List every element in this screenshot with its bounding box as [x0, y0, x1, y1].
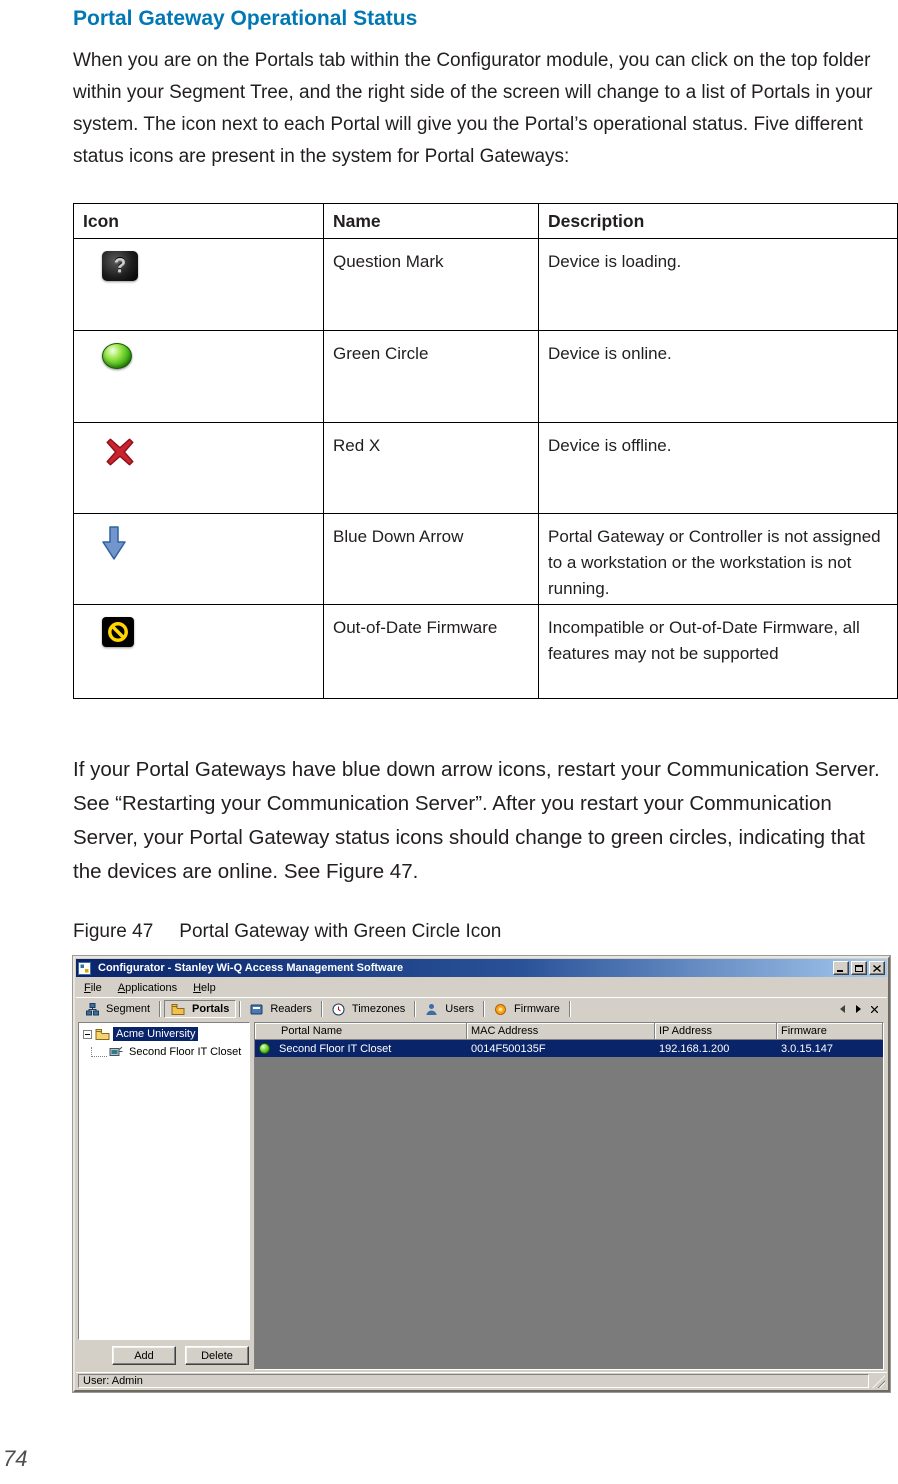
maximize-button[interactable]: [851, 961, 867, 975]
tree-item-label: Second Floor IT Closet: [129, 1046, 242, 1058]
toolbar-separator: [321, 1001, 323, 1017]
users-icon: [425, 1003, 438, 1016]
window-titlebar[interactable]: [76, 959, 887, 977]
segment-icon: [86, 1003, 99, 1016]
blue-down-arrow-icon: [102, 526, 126, 568]
firmware-value: 3.0.15.147: [781, 1042, 833, 1055]
status-description: Incompatible or Out-of-Date Firmware, all features may not be supported: [539, 605, 898, 699]
question-mark-icon: [102, 251, 138, 281]
green-circle-icon: [102, 343, 132, 369]
minimize-button[interactable]: [833, 961, 849, 975]
portals-icon: [171, 1003, 185, 1015]
tab-readers[interactable]: [244, 1001, 318, 1018]
toolbar-separator: [159, 1001, 161, 1017]
readers-icon: [250, 1003, 263, 1016]
timezones-icon: [332, 1003, 345, 1016]
tab-segment[interactable]: [80, 1001, 156, 1018]
tree-item-acme-university[interactable]: [79, 1026, 249, 1042]
table-header-row: [74, 204, 898, 239]
status-description: Portal Gateway or Controller is not assigned to a workstation or the workstation is not running.: [539, 514, 898, 605]
status-name: Blue Down Arrow: [324, 514, 539, 605]
tab-label: Firmware: [514, 1003, 560, 1015]
page-title: Portal Gateway Operational Status: [73, 7, 418, 30]
app-icon: [78, 962, 91, 975]
figure-label: Figure 47: [73, 921, 154, 942]
tab-close-button[interactable]: [868, 1003, 881, 1016]
table-row: [74, 514, 898, 605]
out-of-date-firmware-icon: [102, 617, 134, 647]
configurator-window: [73, 956, 890, 1392]
col-portal-name[interactable]: Portal Name: [255, 1023, 467, 1040]
tab-label: Portals: [192, 1003, 230, 1015]
online-status-icon: [259, 1043, 270, 1054]
table-row: [74, 331, 898, 423]
table-row: [74, 239, 898, 331]
module-toolbar: [76, 997, 887, 1020]
menu-applications[interactable]: Applications: [117, 981, 178, 994]
tree-collapse-icon[interactable]: [83, 1030, 92, 1039]
window-title: Configurator - Stanley Wi-Q Access Management Software: [98, 962, 404, 974]
ip-address-value: 192.168.1.200: [659, 1042, 730, 1055]
status-description: Device is loading.: [539, 239, 898, 331]
red-x-icon: [102, 435, 138, 477]
after-table-paragraph: If your Portal Gateways have blue down arrow icons, restart your Communication Server. See “Restarting your Communication Server”. After you restart your Communication Server, your Portal Gateway status icons should change to green circles, indicating that the devices are online. See Figure 47.: [73, 758, 880, 883]
col-firmware[interactable]: Firmware: [777, 1023, 883, 1040]
menu-bar: [76, 978, 887, 997]
portal-row-selected[interactable]: [255, 1040, 883, 1057]
toolbar-separator: [483, 1001, 485, 1017]
status-bar: [76, 1372, 887, 1389]
firmware-icon: [494, 1003, 507, 1016]
toolbar-separator: [569, 1001, 571, 1017]
toolbar-separator: [414, 1001, 416, 1017]
tab-users[interactable]: [419, 1001, 480, 1018]
table-row: [74, 605, 898, 699]
menu-help[interactable]: Help: [193, 981, 216, 994]
figure-title: Portal Gateway with Green Circle Icon: [179, 921, 502, 942]
status-name: Question Mark: [324, 239, 539, 331]
tab-scroll-right-button[interactable]: [852, 1003, 865, 1016]
status-name: Red X: [324, 423, 539, 514]
col-header-name: Name: [324, 204, 539, 239]
tab-firmware[interactable]: [488, 1001, 566, 1018]
delete-button[interactable]: Delete: [185, 1346, 249, 1365]
portal-name-value: Second Floor IT Closet: [279, 1042, 392, 1055]
tab-portals[interactable]: [164, 1000, 236, 1018]
segment-tree-panel: [78, 1022, 250, 1340]
tab-label: Readers: [270, 1003, 312, 1015]
mac-address-value: 0014F500135F: [471, 1042, 546, 1055]
portals-list-panel: [254, 1022, 884, 1370]
tab-label: Users: [445, 1003, 475, 1015]
add-button[interactable]: Add: [112, 1346, 176, 1365]
intro-paragraph: When you are on the Portals tab within the Configurator module, you can click on the top folder within your Segment Tree, and the right side of the screen will change to a list of Portals in your system. The icon next to each Portal will give you the Portal’s operational status. Five different status icons are present in the system for Portal Gateways:: [73, 50, 873, 167]
col-ip-address[interactable]: IP Address: [655, 1023, 777, 1040]
tab-timezones[interactable]: [326, 1001, 411, 1018]
tree-item-second-floor-it-closet[interactable]: [79, 1044, 249, 1060]
status-name: Out-of-Date Firmware: [324, 605, 539, 699]
status-description: Device is online.: [539, 331, 898, 423]
folder-icon: [95, 1028, 110, 1040]
tab-scroll-left-button[interactable]: [836, 1003, 849, 1016]
page-number: 74: [3, 1446, 28, 1471]
status-description: Device is offline.: [539, 423, 898, 514]
tab-label: Segment: [106, 1003, 151, 1015]
tab-label: Timezones: [351, 1003, 406, 1015]
figure-caption: [73, 921, 897, 943]
menu-file[interactable]: File: [84, 981, 102, 994]
table-row: [74, 423, 898, 514]
list-header: [255, 1023, 883, 1040]
portal-device-icon: [109, 1046, 123, 1058]
status-user: User: Admin: [78, 1374, 869, 1388]
col-header-description: Description: [539, 204, 898, 239]
close-button[interactable]: [869, 961, 885, 975]
col-header-icon: Icon: [74, 204, 324, 239]
status-name: Green Circle: [324, 331, 539, 423]
col-mac-address[interactable]: MAC Address: [467, 1023, 655, 1040]
status-icon-table: [73, 203, 898, 699]
toolbar-separator: [239, 1001, 241, 1017]
tree-item-label: Acme University: [113, 1027, 198, 1041]
resize-grip[interactable]: [872, 1375, 885, 1388]
